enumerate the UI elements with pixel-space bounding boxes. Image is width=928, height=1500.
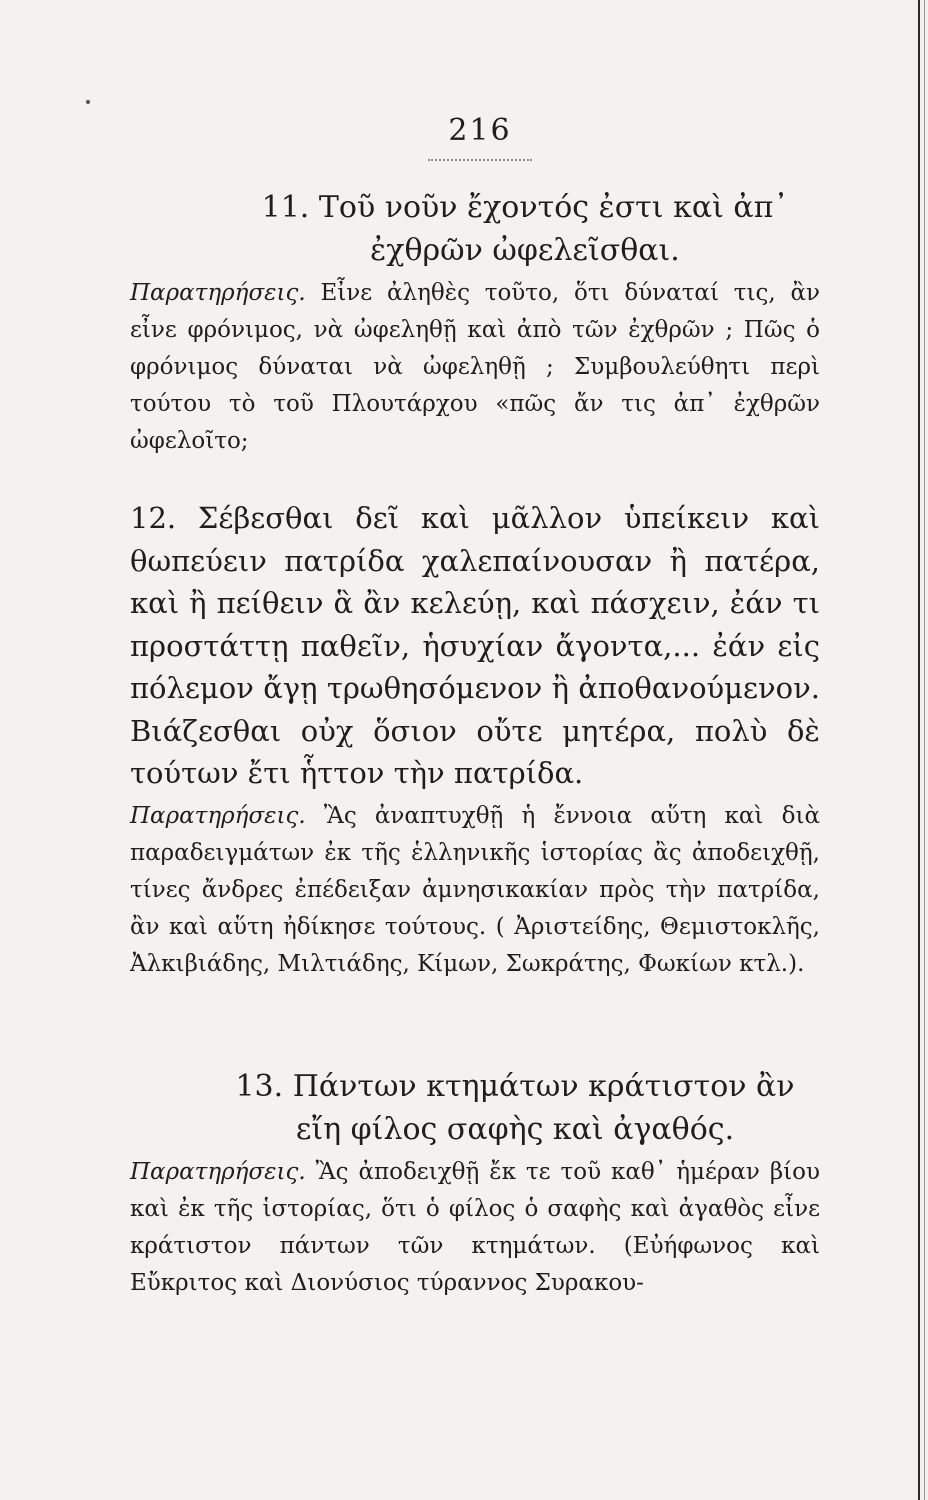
remarks-text: Ἂς ἀναπτυχθῇ ἡ ἔννοια αὕτη καὶ διὰ παραδειγμάτων ἐκ τῆς ἑλληνικῆς ἱστορίας ἂς ἀποδειχθῇ, τίνες ἄνδρες ἐπέδειξαν ἀμνησικακίαν πρὸς τὴν πατρίδα, ἂν καὶ αὕτη ἠδίκησε τούτους. ( Ἀριστείδης, Θεμιστοκλῆς, Ἀλκιβιάδης, Μιλτιάδης, Κίμων, Σωκράτης, Φωκίων κτλ.). — [130, 803, 820, 977]
section-11-remarks — [130, 275, 820, 460]
remarks-label: Παρατηρήσεις. — [130, 280, 306, 306]
ink-speck — [86, 100, 90, 104]
section-12-quote: 12. Σέβεσθαι δεῖ καὶ μᾶλλον ὑπείκειν καὶ θωπεύειν πατρίδα χαλεπαίνουσαν ἢ πατέρα, καὶ ἢ πείθειν ἃ ἂν κελεύῃ, καὶ πάσχειν, ἐάν τι προστάττῃ παθεῖν, ἡσυχίαν ἄγοντα,... ἐάν εἰς πόλεμον ἄγῃ τρωθησόμενον ἢ ἀποθανούμενον. Βιάζεσθαι οὐχ ὅσιον οὔτε μητέρα, πολὺ δὲ τούτων ἔτι ἧττον τὴν πατρίδα. — [130, 501, 820, 790]
page-number-rule — [428, 159, 532, 161]
remarks-label: Παρατηρήσεις. — [130, 803, 306, 829]
page-edge-shadow — [924, 0, 925, 1500]
section-12-remarks — [130, 798, 820, 983]
page-number: 216 — [448, 113, 512, 148]
remarks-label: Παρατηρήσεις. — [130, 1159, 306, 1185]
section-13-heading: 13. Πάντων κτημάτων κράτιστον ἂν εἴη φίλος σαφὴς καὶ ἀγαθός. — [235, 1069, 795, 1147]
section-13-remarks — [130, 1154, 820, 1302]
page-edge-line — [918, 0, 920, 1500]
remarks-text: Ἂς ἀποδειχθῇ ἔκ τε τοῦ καθ᾽ ἡμέραν βίου καὶ ἐκ τῆς ἱστορίας, ὅτι ὁ φίλος ὁ σαφὴς καὶ ἀγαθὸς εἶνε κράτιστον πάντων τῶν κτημάτων. (Εὐήφωνος καὶ Εὔκριτος καὶ Διονύσιος τύραννος Συρακου- — [130, 1159, 820, 1296]
section-11-heading: 11. Τοῦ νοῦν ἔχοντός ἐστι καὶ ἀπ᾽ ἐχθρῶν ὠφελεῖσθαι. — [261, 190, 789, 268]
remarks-text: Εἶνε ἀληθὲς τοῦτο, ὅτι δύναταί τις, ἂν εἶνε φρόνιμος, νὰ ὠφεληθῇ καὶ ἀπὸ τῶν ἐχθρῶν ; Πῶς ὁ φρόνιμος δύναται νὰ ὠφεληθῇ ; Συμβουλεύθητι περὶ τούτου τὸ τοῦ Πλουτάρχου «πῶς ἄν τις ἀπ᾽ ἐχθρῶν ὠφελοῖτο; — [130, 280, 820, 454]
